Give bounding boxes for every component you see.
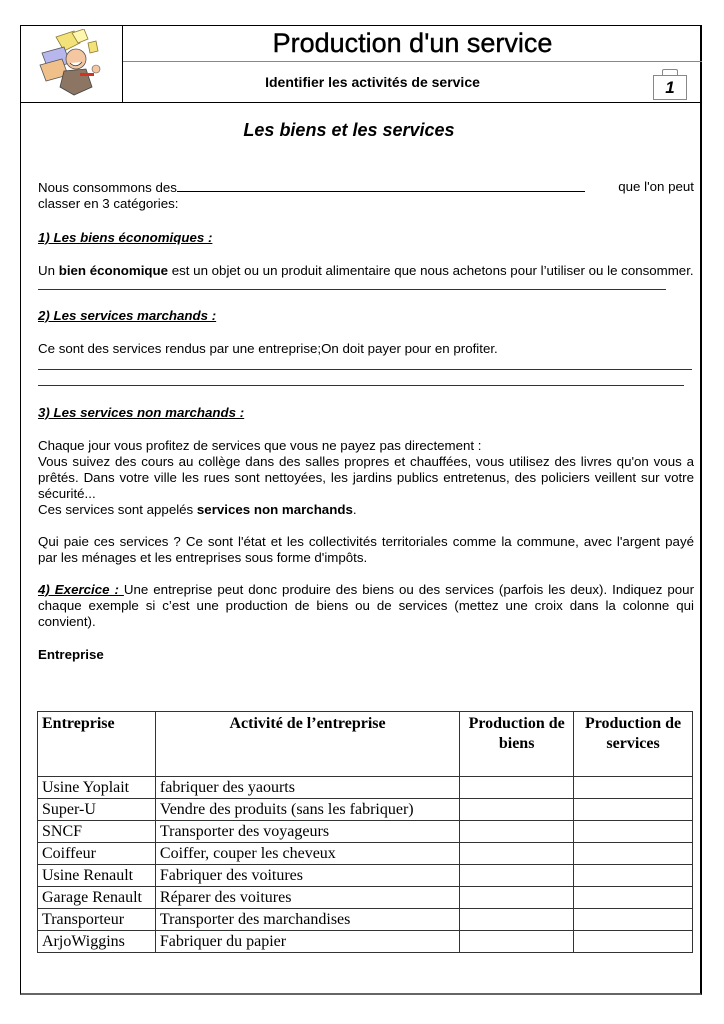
cell-services-checkbox[interactable] xyxy=(574,865,693,887)
header-production-services: Production de services xyxy=(574,712,693,777)
cell-activite: Coiffer, couper les cheveux xyxy=(155,843,459,865)
cell-entreprise: Garage Renault xyxy=(38,887,156,909)
cell-biens-checkbox[interactable] xyxy=(460,865,574,887)
logo-cell xyxy=(20,25,123,102)
cell-activite: Transporter des marchandises xyxy=(155,909,459,931)
cell-services-checkbox[interactable] xyxy=(574,777,693,799)
page-subtitle xyxy=(123,62,702,102)
busy-man-illustration-icon xyxy=(34,29,110,99)
label-entreprise: Entreprise xyxy=(38,647,104,662)
intro-text-start: Nous consommons des xyxy=(38,180,177,195)
bold-term: bien économique xyxy=(58,263,169,278)
cell-entreprise: Usine Yoplait xyxy=(38,777,156,799)
paragraph-biens-economiques xyxy=(38,263,694,279)
cell-entreprise: ArjoWiggins xyxy=(38,931,156,953)
paragraph-exercice xyxy=(38,582,694,630)
table-row xyxy=(38,931,693,953)
table-row xyxy=(38,777,693,799)
table-row xyxy=(38,821,693,843)
cell-biens-checkbox[interactable] xyxy=(460,777,574,799)
cell-services-checkbox[interactable] xyxy=(574,821,693,843)
cell-entreprise: Super-U xyxy=(38,799,156,821)
exercice-instructions xyxy=(38,582,694,629)
cell-services-checkbox[interactable] xyxy=(574,909,693,931)
cell-biens-checkbox[interactable] xyxy=(460,887,574,909)
cell-services-checkbox[interactable] xyxy=(574,931,693,953)
intro-paragraph xyxy=(38,179,694,212)
page-title xyxy=(123,25,702,62)
table-row xyxy=(38,887,693,909)
table-row xyxy=(38,799,693,821)
heading-exercice: 4) Exercice : xyxy=(38,582,119,597)
paragraph-non-marchands-line1: Chaque jour vous profitez de services que vous ne payez pas directement : xyxy=(38,438,482,453)
intro-text-line2: classer en 3 catégories: xyxy=(38,196,179,211)
paragraph-non-marchands-line2: Vous suivez des cours au collège dans des salles propres et chauffées, vous utilisez des livres qu'on vous a prêtés. Dans votre ville les rues sont nettoyées, les jardins publics entretenus, des policiers veillent sur votre sécurité... xyxy=(38,454,694,501)
cell-entreprise: Usine Renault xyxy=(38,865,156,887)
cell-services-checkbox[interactable] xyxy=(574,887,693,909)
heading-biens-economiques: 1) Les biens économiques : xyxy=(38,230,213,245)
header-entreprise: Entreprise xyxy=(38,712,156,777)
cell-biens-checkbox[interactable] xyxy=(460,843,574,865)
text: . xyxy=(352,502,357,517)
table-header-row xyxy=(38,712,693,777)
table-row xyxy=(38,843,693,865)
cell-activite: Fabriquer des voitures xyxy=(155,865,459,887)
header-activite: Activité de l’entreprise xyxy=(155,712,459,777)
cell-biens-checkbox[interactable] xyxy=(460,931,574,953)
text: Un xyxy=(38,263,59,278)
lesson-number-badge xyxy=(653,67,687,95)
bold-term: services non marchands xyxy=(196,502,353,517)
cell-services-checkbox[interactable] xyxy=(574,843,693,865)
cell-activite: Fabriquer du papier xyxy=(155,931,459,953)
heading-services-marchands: 2) Les services marchands : xyxy=(38,308,217,323)
heading-services-non-marchands: 3) Les services non marchands : xyxy=(38,405,245,420)
cell-biens-checkbox[interactable] xyxy=(460,799,574,821)
cell-activite: Réparer des voitures xyxy=(155,887,459,909)
fill-in-blank[interactable] xyxy=(177,179,585,192)
header-production-biens: Production de biens xyxy=(460,712,574,777)
table-row xyxy=(38,865,693,887)
cell-activite: Vendre des produits (sans les fabriquer) xyxy=(155,799,459,821)
exercice-text: Une entreprise peut donc produire des biens ou des services (parfois les deux). Indiquez pour chaque exemple si c’est une production de biens ou de services (mettez une croix dans la colonne qui convient). xyxy=(38,582,694,629)
page-title-text: Production d'un service xyxy=(272,28,553,58)
cell-biens-checkbox[interactable] xyxy=(460,821,574,843)
cell-entreprise: SNCF xyxy=(38,821,156,843)
worksheet-body xyxy=(38,115,694,663)
paragraph-who-pays: Qui paie ces services ? Ce sont l'état et les collectivités territoriales comme la commune, avec l'argent payé par les ménages et les entreprises sous forme d'impôts. xyxy=(38,534,694,565)
cell-activite: Transporter des voyageurs xyxy=(155,821,459,843)
paragraph-non-marchands-line3 xyxy=(38,502,694,518)
cell-biens-checkbox[interactable] xyxy=(460,909,574,931)
cell-services-checkbox[interactable] xyxy=(574,799,693,821)
table-row xyxy=(38,909,693,931)
cell-activite: fabriquer des yaourts xyxy=(155,777,459,799)
section-title: Les biens et les services xyxy=(243,120,455,140)
text: est un objet ou un produit alimentaire que nous achetons pour l’utiliser ou le consommer. xyxy=(168,263,694,278)
intro-text-end: que l'on peut xyxy=(618,179,694,194)
paragraph-services-marchands: Ce sont des services rendus par une entreprise;On doit payer pour en profiter. xyxy=(38,341,498,356)
lesson-number: 1 xyxy=(665,78,675,97)
exercise-table xyxy=(37,711,693,953)
page-subtitle-text: Identifier les activités de service xyxy=(265,74,480,90)
text: Ces services sont appelés xyxy=(38,502,197,517)
cell-entreprise: Coiffeur xyxy=(38,843,156,865)
cell-entreprise: Transporteur xyxy=(38,909,156,931)
worksheet-header xyxy=(20,25,702,103)
